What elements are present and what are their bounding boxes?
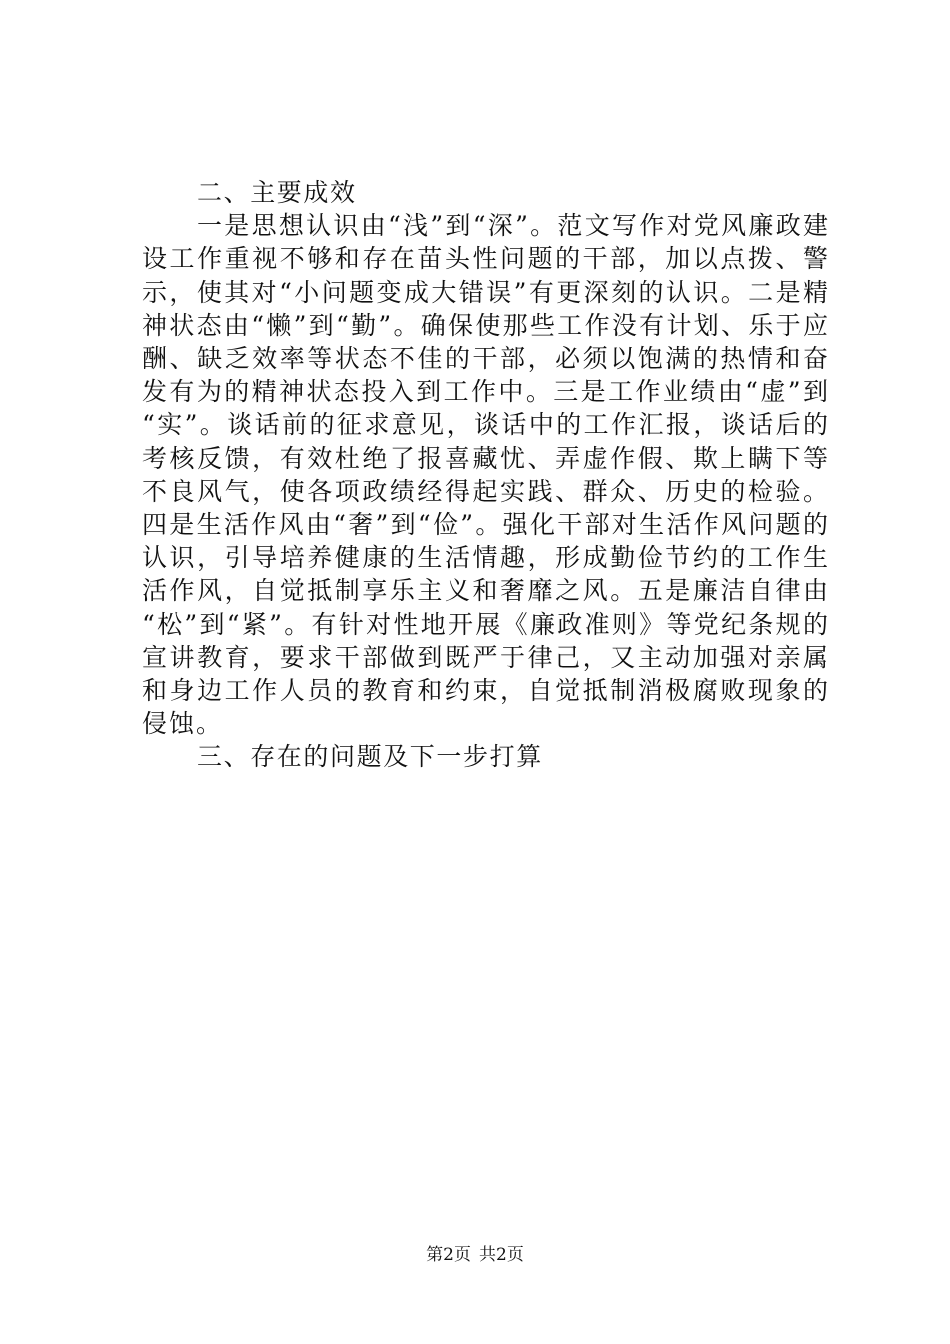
document-body [142,176,830,774]
section-heading-problems-next-steps: 三、存在的问题及下一步打算 [197,742,543,772]
page-total: 共2页 [479,1245,524,1265]
page-number: 第2页 [426,1245,471,1265]
section-paragraph-main-results: 一是思想认识由“浅”到“深”。范文写作对党风廉政建设工作重视不够和存在苗头性问题的干部，加以点拨、警示，使其对“小问题变成大错误”有更深刻的认识。二是精神状态由“懒”到“勤”。确保使那些工作没有计划、乐于应酬、缺乏效率等状态不佳的干部，必须以饱满的热情和奋发有为的精神状态投入到工作中。三是工作业绩由“虚”到“实”。谈话前的征求意见，谈话中的工作汇报，谈话后的考核反馈，有效杜绝了报喜藏忧、弄虚作假、欺上瞒下等不良风气，使各项政绩经得起实践、群众、历史的检验。四是生活作风由“奢”到“俭”。强化干部对生活作风问题的认识，引导培养健康的生活情趣，形成勤俭节约的工作生活作风，自觉抵制享乐主义和奢靡之风。五是廉洁自律由“松”到“紧”。有针对性地开展《廉政准则》等党纪条规的宣讲教育，要求干部做到既严于律己，又主动加强对亲属和身边工作人员的教育和约束，自觉抵制消极腐败现象的侵蚀。 [142,211,830,739]
section-heading-main-results: 二、主要成效 [197,178,357,207]
page-footer [0,1244,950,1266]
